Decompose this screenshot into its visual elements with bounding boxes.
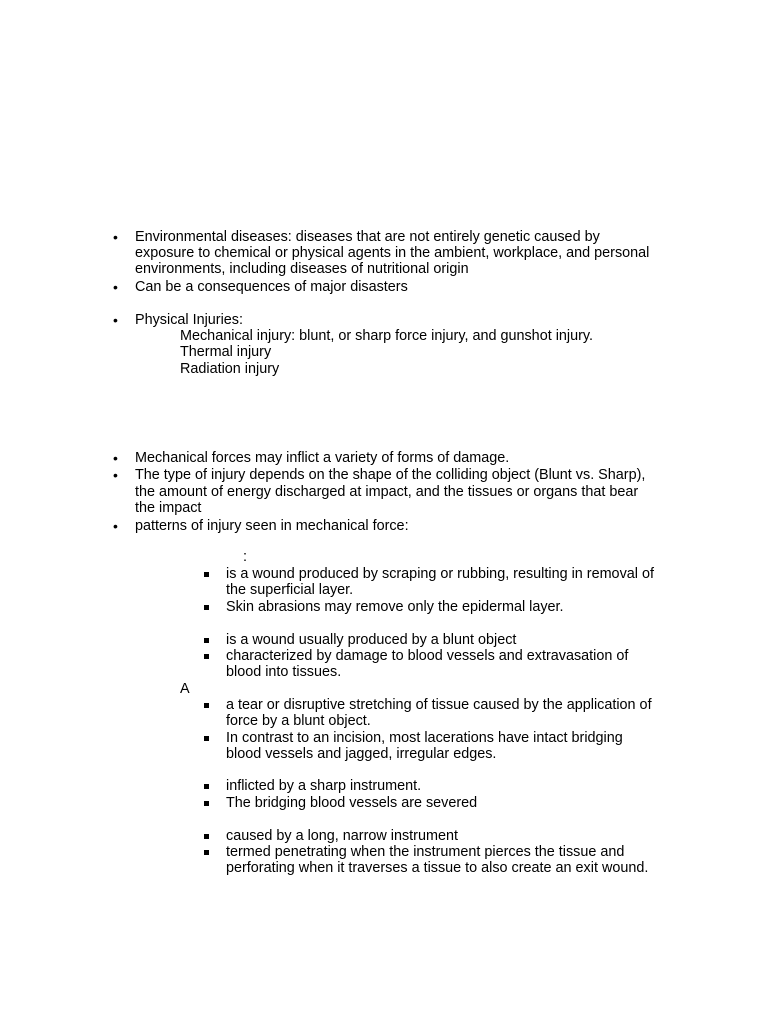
- sub-list-text: perforating when it traverses a tissue to also create an exit wound.: [226, 860, 649, 876]
- sub-list-text: caused by a long, narrow instrument: [226, 828, 458, 844]
- bullet-marker: •: [113, 467, 118, 483]
- sub-list-text: blood into tissues.: [226, 664, 342, 680]
- list-item-text: Mechanical forces may inflict a variety of forms of damage.: [135, 450, 510, 466]
- sub-list-text: characterized by damage to blood vessels and extravasation of: [226, 648, 629, 664]
- sub-list-text: blood vessels and jagged, irregular edges.: [226, 746, 497, 762]
- square-bullet: [204, 784, 209, 789]
- sub-list-text: The bridging blood vessels are severed: [226, 795, 478, 811]
- square-bullet: [204, 654, 209, 659]
- colon-mark: :: [243, 549, 247, 565]
- list-item-text: Can be a consequences of major disasters: [135, 279, 408, 295]
- list-item-text: the impact: [135, 500, 202, 516]
- square-bullet: [204, 850, 209, 855]
- list-item-text: The type of injury depends on the shape of the colliding object (Blunt vs. Sharp),: [135, 467, 646, 483]
- sub-list-text: inflicted by a sharp instrument.: [226, 778, 422, 794]
- square-bullet: [204, 638, 209, 643]
- square-bullet: [204, 572, 209, 577]
- sub-item-text: Thermal injury: [180, 344, 272, 360]
- square-bullet: [204, 605, 209, 610]
- sub-item-text: Radiation injury: [180, 361, 280, 377]
- list-item-text: the amount of energy discharged at impact, and the tissues or organs that bear: [135, 484, 639, 500]
- bullet-marker: •: [113, 450, 118, 466]
- list-item-text: environments, including diseases of nutritional origin: [135, 261, 469, 277]
- list-item-text: Physical Injuries:: [135, 312, 243, 328]
- square-bullet: [204, 801, 209, 806]
- sub-list-text: the superficial layer.: [226, 582, 354, 598]
- square-bullet: [204, 703, 209, 708]
- sub-list-text: force by a blunt object.: [226, 713, 371, 729]
- sub-item-text: Mechanical injury: blunt, or sharp force injury, and gunshot injury.: [180, 328, 594, 344]
- list-item-text: exposure to chemical or physical agents in the ambient, workplace, and personal: [135, 245, 650, 261]
- bullet-marker: •: [113, 229, 118, 245]
- sub-list-text: Skin abrasions may remove only the epidermal layer.: [226, 599, 564, 615]
- bullet-marker: •: [113, 312, 118, 328]
- list-item-text: patterns of injury seen in mechanical force:: [135, 518, 409, 534]
- square-bullet: [204, 834, 209, 839]
- sub-list-text: is a wound produced by scraping or rubbing, resulting in removal of: [226, 566, 654, 582]
- bullet-marker: •: [113, 279, 118, 295]
- bullet-marker: •: [113, 518, 118, 534]
- list-item-text: Environmental diseases: diseases that are not entirely genetic caused by: [135, 229, 600, 245]
- sub-list-text: In contrast to an incision, most lacerations have intact bridging: [226, 730, 623, 746]
- square-bullet: [204, 736, 209, 741]
- sub-list-text: is a wound usually produced by a blunt object: [226, 632, 517, 648]
- sub-list-text: a tear or disruptive stretching of tissue caused by the application of: [226, 697, 652, 713]
- letter-a: A: [180, 681, 190, 697]
- sub-list-text: termed penetrating when the instrument pierces the tissue and: [226, 844, 625, 860]
